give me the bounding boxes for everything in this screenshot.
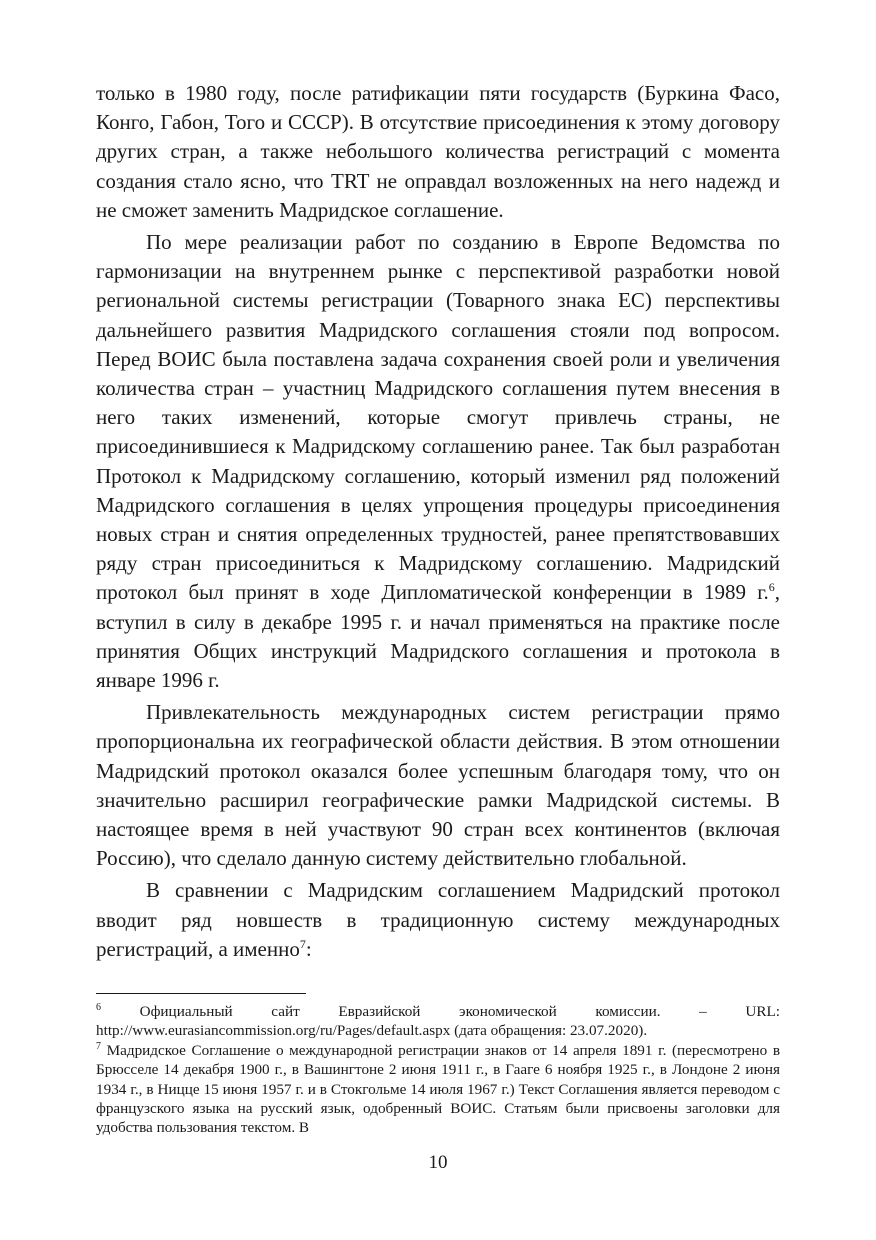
footnote-7-text: Мадридское Соглашение о международной регистрации знаков от 14 апреля 1891 г. (пересмотрено в Брюсселе 14 декабря 1900 г., в Вашингтоне 2 июня 1911 г., в Гааге 6 ноября 1925 г., в Лондоне 2 июня 1934 г., в Ницце 15 июня 1957 г. и в Стокгольме 14 июля 1967 г.) Текст Соглашения является переводом с французского языка на русский язык, одобренный ВОИС. Статьям были присвоены заголовки для удобства пользования текстом. В: [96, 1041, 780, 1137]
paragraph-4-text-b: :: [305, 936, 312, 961]
footnote-6-number: 6: [96, 1001, 101, 1013]
page-number: 10: [428, 1152, 448, 1173]
footnote-7-number: 7: [96, 1040, 101, 1052]
paragraph-4: [96, 876, 780, 964]
paragraph-1: только в 1980 году, после ратификации пяти государств (Буркина Фасо, Конго, Габон, Того и СССР). В отсутствие присоединения к этому договору других стран, а также небольшого количества регистраций с момента создания стало ясно, что TRT не оправдал возложенных на него надежд и не сможет заменить Мадридское соглашение.: [96, 81, 780, 222]
footnote-6: [96, 1002, 780, 1041]
main-text: [96, 79, 780, 964]
footnotes: [96, 1002, 780, 1138]
paragraph-4-text-a: В сравнении с Мадридским соглашением Мадридский протокол вводит ряд новшеств в традиционную систему международных регистраций, а именно: [96, 878, 780, 961]
paragraph-3: Привлекательность международных систем регистрации прямо пропорциональна их географической области действия. В этом отношении Мадридский протокол оказался более успешным благодаря тому, что он значительно расширил географические рамки Мадридской системы. В настоящее время в ней участвуют 90 стран всех континентов (включая Россию), что сделало данную систему действительно глобальной.: [96, 700, 780, 871]
paragraph-2-text-b: , вступил в силу в декабре 1995 г. и начал применяться на практике после принятия Общих инструкций Мадридского соглашения и протокола в январе 1996 г.: [96, 580, 780, 693]
footnote-divider: [96, 993, 306, 994]
paragraph-2: [96, 228, 780, 695]
footnote-ref-7[interactable]: 7: [299, 936, 306, 951]
footnote-ref-6[interactable]: 6: [768, 580, 775, 595]
footnote-6-text: Официальный сайт Евразийской экономической комиссии. – URL: http://www.eurasiancommission.org/ru/Pages/default.aspx (дата обращения: 23.07.2020).: [96, 1003, 780, 1040]
footnote-7: [96, 1041, 780, 1138]
paragraph-2-text-a: По мере реализации работ по созданию в Европе Ведомства по гармонизации на внутреннем рынке с перспективой разработки новой региональной системы регистрации (Товарного знака ЕС) перспективы дальнейшего развития Мадридского соглашения стояли под вопросом. Перед ВОИС была поставлена задача сохранения своей роли и увеличения количества стран – участниц Мадридского соглашения путем внесения в него таких изменений, которые смогут привлечь страны, не присоединившиеся к Мадридскому соглашению ранее. Так был разработан Протокол к Мадридскому соглашению, который изменил ряд положений Мадридского соглашения в целях упрощения процедуры присоединения новых стран и снятия определенных трудностей, ранее препятствовавших ряду стран присоединиться к Мадридскому соглашению. Мадридский протокол был принят в ходе Дипломатической конференции в 1989 г.: [96, 230, 780, 605]
